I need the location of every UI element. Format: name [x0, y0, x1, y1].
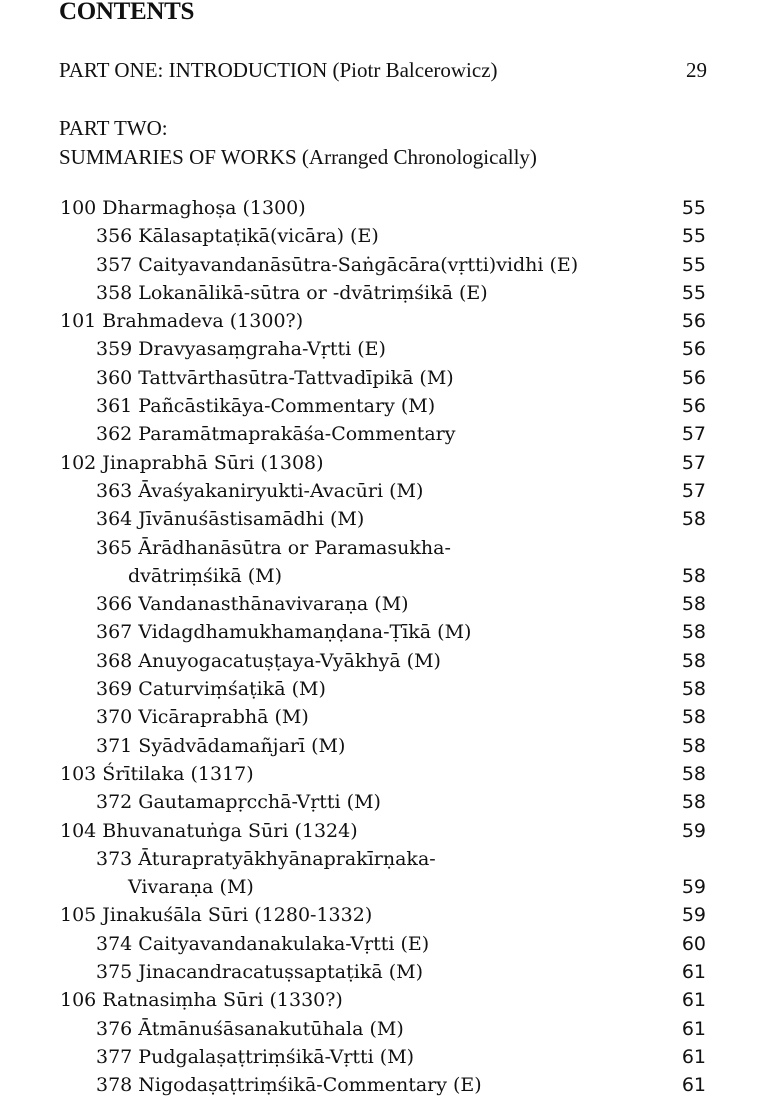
toc-entry-page: 57 [681, 451, 706, 474]
toc-entry-page: 58 [681, 508, 706, 531]
toc-entry-title: 101 Brahmadeva (1300?) [60, 310, 304, 333]
toc-author-entry [0, 307, 780, 335]
toc-entry-page: 60 [681, 932, 706, 955]
toc-entry-title: 372 Gautamapṛcchā-Vṛtti (M) [96, 791, 381, 814]
part-one-label: PART ONE: INTRODUCTION (Piotr Balcerowicz) [59, 58, 498, 82]
toc-entry-page: 59 [681, 876, 706, 899]
toc-entry-page: 61 [681, 961, 706, 984]
toc-entry-title: 104 Bhuvanatuṅga Sūri (1324) [60, 819, 358, 842]
toc-work-entry [0, 251, 780, 279]
toc-entry-title: 359 Dravyasaṃgraha-Vṛtti (E) [96, 338, 386, 361]
toc-entry-page: 57 [681, 423, 706, 446]
toc-entry-page: 58 [681, 621, 706, 644]
toc-entry-title: 378 Nigodaṣaṭtriṃśikā-Commentary (E) [96, 1074, 482, 1097]
toc-entry-title: 368 Anuyogacatuṣṭaya-Vyākhyā (M) [96, 649, 441, 672]
toc-work-entry [0, 279, 780, 307]
toc-entry-title: 376 Ātmānuśāsanakutūhala (M) [96, 1017, 404, 1040]
toc-work-entry [0, 1043, 780, 1071]
toc-work-entry [0, 420, 780, 448]
toc-entry-title: 377 Pudgalaṣaṭtriṃśikā-Vṛtti (M) [96, 1045, 415, 1068]
toc-entry-title: 375 Jinacandracatuṣsaptaṭikā (M) [96, 961, 424, 984]
toc-work-entry [0, 845, 780, 873]
toc-entry-continuation [0, 562, 780, 590]
toc-entry-page: 57 [681, 479, 706, 502]
toc-author-entry [0, 817, 780, 845]
toc-work-entry [0, 618, 780, 646]
toc-entry-page: 56 [681, 366, 706, 389]
toc-entry-title: Vivaraṇa (M) [128, 876, 254, 899]
toc-entry-page: 56 [681, 395, 706, 418]
toc-entry-page: 58 [681, 762, 706, 785]
toc-entry-page: 56 [681, 338, 706, 361]
toc-entry-title: 370 Vicāraprabhā (M) [96, 706, 309, 729]
toc-entry-page: 58 [681, 678, 706, 701]
toc-entry-page: 58 [681, 593, 706, 616]
toc-entry-title: 366 Vandanasthānavivaraṇa (M) [96, 593, 409, 616]
toc-work-entry [0, 703, 780, 731]
toc-entry-page: 58 [681, 706, 706, 729]
toc-entry-page: 58 [681, 564, 706, 587]
part-two-line1: PART TWO: [59, 116, 168, 140]
toc-author-entry [0, 986, 780, 1014]
toc-work-entry [0, 392, 780, 420]
toc-entry-continuation [0, 873, 780, 901]
toc-author-entry [0, 194, 780, 222]
toc-entry-title: 361 Pañcāstikāya-Commentary (M) [96, 395, 436, 418]
toc-work-entry [0, 505, 780, 533]
toc-work-entry [0, 534, 780, 562]
toc-entry-title: 373 Āturapratyākhyānaprakīrṇaka- [96, 847, 436, 870]
toc-entry-page: 59 [681, 904, 706, 927]
toc-entry-title: 106 Ratnasiṃha Sūri (1330?) [60, 989, 343, 1012]
toc-entry-page: 55 [681, 281, 706, 304]
toc-entry-title: dvātriṃśikā (M) [128, 564, 283, 587]
toc-part-one [59, 58, 707, 83]
toc-entry-page: 58 [681, 649, 706, 672]
toc-work-entry [0, 732, 780, 760]
toc-entry-title: 367 Vidagdhamukhamaṇḍana-Ṭīkā (M) [96, 621, 472, 644]
toc-work-entry [0, 930, 780, 958]
toc-part-two [59, 114, 537, 172]
toc-entry-title: 100 Dharmaghoṣa (1300) [60, 197, 306, 219]
toc-work-entry [0, 958, 780, 986]
toc-work-entry [0, 477, 780, 505]
toc-entry-title: 363 Āvaśyakaniryukti-Avacūri (M) [96, 479, 424, 502]
toc-entry-page: 61 [681, 989, 706, 1012]
toc-entry-page: 59 [681, 819, 706, 842]
toc-work-entry [0, 788, 780, 816]
toc-entry-title: 362 Paramātmaprakāśa-Commentary [96, 423, 456, 446]
toc-entry-list [0, 194, 780, 1100]
toc-author-entry [0, 760, 780, 788]
toc-entry-page: 55 [681, 253, 706, 276]
toc-entry-title: 358 Lokanālikā-sūtra or -dvātriṃśikā (E) [96, 281, 488, 304]
toc-work-entry [0, 647, 780, 675]
toc-author-entry [0, 449, 780, 477]
toc-work-entry [0, 1071, 780, 1099]
toc-entry-title: 360 Tattvārthasūtra-Tattvadīpikā (M) [96, 366, 454, 389]
toc-entry-page: 56 [681, 310, 706, 333]
toc-work-entry [0, 1015, 780, 1043]
toc-work-entry [0, 222, 780, 250]
toc-entry-title: 369 Caturviṃśaṭikā (M) [96, 678, 326, 701]
toc-entry-page: 55 [681, 225, 706, 248]
toc-work-entry [0, 675, 780, 703]
toc-entry-title: 102 Jinaprabhā Sūri (1308) [60, 451, 324, 474]
toc-entry-title: 356 Kālasaptaṭikā(vicāra) (E) [96, 225, 379, 248]
toc-entry-title: 365 Ārādhanāsūtra or Paramasukha- [96, 536, 451, 559]
toc-author-entry [0, 901, 780, 929]
toc-entry-page: 61 [681, 1074, 706, 1097]
toc-entry-title: 105 Jinakuśāla Sūri (1280-1332) [60, 904, 373, 927]
toc-entry-title: 371 Syādvādamañjarī (M) [96, 734, 346, 757]
page-title: CONTENTS [59, 0, 195, 25]
toc-work-entry [0, 590, 780, 618]
part-two-line2: SUMMARIES OF WORKS (Arranged Chronologically) [59, 145, 537, 169]
toc-work-entry [0, 364, 780, 392]
toc-entry-page: 58 [681, 791, 706, 814]
toc-entry-page: 61 [681, 1045, 706, 1068]
toc-entry-title: 374 Caityavandanakulaka-Vṛtti (E) [96, 932, 430, 955]
toc-entry-page: 55 [681, 197, 706, 219]
toc-entry-title: 364 Jīvānuśāstisamādhi (M) [96, 508, 365, 531]
part-one-page: 29 [686, 58, 707, 82]
toc-entry-page: 61 [681, 1017, 706, 1040]
toc-entry-title: 103 Śrītilaka (1317) [60, 762, 254, 785]
toc-entry-title: 357 Caityavandanāsūtra-Saṅgācāra(vṛtti)vidhi (E) [96, 253, 579, 276]
toc-work-entry [0, 335, 780, 363]
toc-entry-page: 58 [681, 734, 706, 757]
